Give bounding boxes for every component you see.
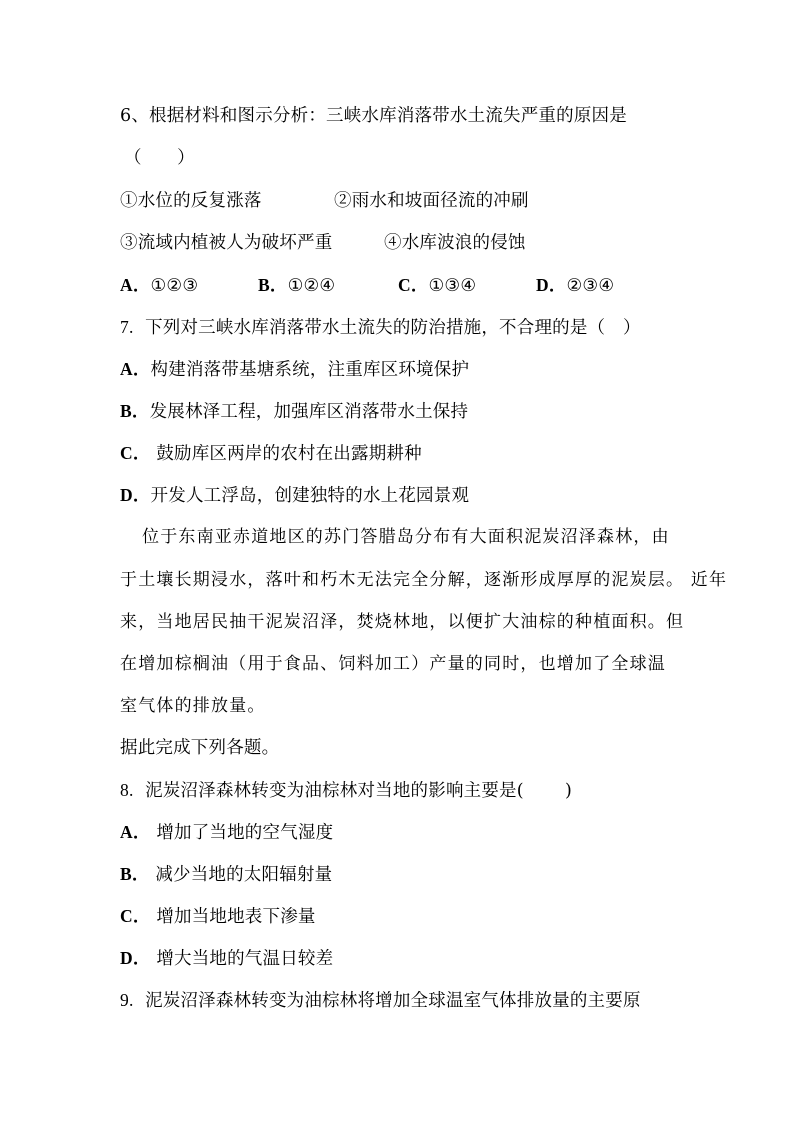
- passage-instruction: 据此完成下列各题。: [120, 738, 280, 758]
- option-label: B．: [120, 864, 150, 884]
- question-number: 8.: [120, 780, 134, 800]
- q6-option-b[interactable]: [258, 273, 335, 298]
- option-text: 增加了当地的空气湿度: [156, 823, 334, 843]
- q8-option-d[interactable]: [120, 946, 333, 971]
- option-text: ②③④: [566, 276, 615, 296]
- option-label: B．: [120, 401, 150, 421]
- option-text: 增大当地的气温日较差: [156, 949, 334, 969]
- option-text: 构建消落带基塘系统，注重库区环境保护: [150, 360, 470, 380]
- option-label: C．: [120, 906, 151, 926]
- q9-stem: [120, 988, 641, 1013]
- option-text: 增加当地地表下渗量: [156, 907, 316, 927]
- option-text: ①②③: [150, 276, 199, 296]
- option-label: D．: [120, 485, 151, 505]
- option-label: A．: [120, 822, 151, 842]
- question-text: 泥炭沼泽森林转变为油棕林对当地的影响主要是( ): [145, 781, 572, 801]
- question-number: 9.: [120, 990, 134, 1010]
- passage-line-4: 在增加棕榈油（用于食品、饲料加工）产量的同时，也增加了全球温: [120, 654, 666, 674]
- option-label: C．: [398, 275, 429, 295]
- q6-answer-paren: （ ）: [124, 148, 195, 168]
- question-text: 下列对三峡水库消落带水土流失的防治措施，不合理的是（ ）: [145, 318, 641, 338]
- q6-option-c[interactable]: [398, 273, 476, 298]
- option-label: B．: [258, 275, 288, 295]
- question-text: 泥炭沼泽森林转变为油棕林将增加全球温室气体排放量的主要原: [145, 991, 641, 1011]
- option-text: 鼓励库区两岸的农村在出露期耕种: [156, 444, 422, 464]
- option-label: C．: [120, 443, 151, 463]
- q6-statement-1: ①水位的反复涨落: [120, 191, 262, 211]
- q6-statement-4: ④水库波浪的侵蚀: [384, 233, 526, 253]
- option-text: ①③④: [428, 276, 477, 296]
- q7-option-d[interactable]: [120, 483, 469, 508]
- q8-option-a[interactable]: [120, 820, 333, 845]
- passage-line-5: 室气体的排放量。: [120, 696, 266, 716]
- q6-statement-3: ③流域内植被人为破坏严重: [120, 233, 333, 253]
- q6-statement-2: ②雨水和坡面径流的冲刷: [334, 191, 529, 211]
- question-number: 7.: [120, 317, 134, 337]
- option-text: ①②④: [287, 276, 336, 296]
- q7-option-b[interactable]: [120, 399, 468, 424]
- option-label: D．: [536, 275, 567, 295]
- passage-line-2: 于土壤长期浸水，落叶和朽木无法完全分解，逐渐形成厚厚的泥炭层。 近年: [120, 570, 728, 590]
- option-text: 减少当地的太阳辐射量: [155, 865, 333, 885]
- q6-stem: 6、根据材料和图示分析：三峡水库消落带水土流失严重的原因是: [120, 106, 627, 126]
- q7-option-a[interactable]: [120, 357, 469, 382]
- q8-option-b[interactable]: [120, 862, 332, 887]
- option-text: 开发人工浮岛，创建独特的水上花园景观: [150, 486, 470, 506]
- q7-stem: [120, 315, 641, 340]
- option-label: A．: [120, 359, 151, 379]
- option-label: D．: [120, 948, 151, 968]
- passage-line-1: 位于东南亚赤道地区的苏门答腊岛分布有大面积泥炭沼泽森林，由: [142, 527, 670, 547]
- option-text: 发展林泽工程，加强库区消落带水土保持: [149, 402, 469, 422]
- q8-option-c[interactable]: [120, 904, 316, 929]
- q6-option-d[interactable]: [536, 273, 614, 298]
- option-label: A．: [120, 275, 151, 295]
- q7-option-c[interactable]: [120, 441, 422, 466]
- passage-line-3: 来，当地居民抽干泥炭沼泽，焚烧林地，以便扩大油棕的种植面积。但: [120, 612, 685, 632]
- q8-stem: [120, 778, 572, 803]
- q6-option-a[interactable]: [120, 273, 198, 298]
